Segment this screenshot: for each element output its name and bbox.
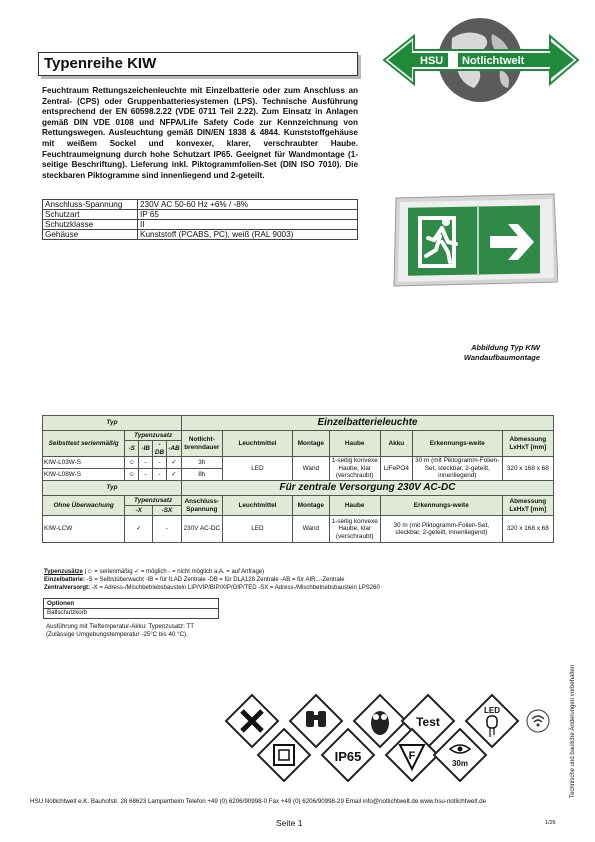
col-erkennung-zentral: Erkennungs-weite <box>380 496 502 516</box>
page-title-box <box>38 52 358 76</box>
spec-row <box>43 220 358 230</box>
legal-note-text: Technische und bauliche Änderungen vorbehalten <box>570 664 576 798</box>
legend-text: -X = Adress-/Mischbetriebsbaustein LIP/VIP/BIP/XIP/GIP/TED -SX = Adress-/Mischbetriebsbaustein LPS260 <box>91 584 380 591</box>
logo-text-left: HSU <box>420 55 444 67</box>
page-label: Seite 1 <box>276 818 303 828</box>
led-label: LED <box>484 706 500 715</box>
legend-label: Einzelbatterie: <box>44 576 86 583</box>
option-item: Ballschutzkorb <box>43 609 219 619</box>
row-erkennung: 30 m (mit Piktogramm-Folien-Set, steckbar, 2-geteilt, innenliegend) <box>412 457 502 481</box>
row-ib: - <box>139 469 153 481</box>
row-dauer: 3h <box>181 457 222 469</box>
page-title: Typenreihe KIW <box>44 55 157 72</box>
spec-row <box>43 200 358 210</box>
col-selbsttest: Selbsttest serienmäßig <box>43 431 125 457</box>
col-typenzusatz-zentral: Typenzusatz <box>125 496 182 506</box>
spec-row <box>43 210 358 220</box>
row-abmessung: 320 x 168 x 68 <box>502 516 553 543</box>
page-number: 1/26 <box>545 820 556 826</box>
row-typ: KIW-L03W-S <box>43 457 125 469</box>
owl-icon <box>371 711 389 735</box>
row-ib: - <box>139 457 153 469</box>
row-akku: LiFePO4 <box>380 457 412 481</box>
wireless-icon <box>527 710 549 732</box>
sub-ab: -AB <box>166 441 181 457</box>
spec-key: Schutzart <box>43 210 138 220</box>
col-abmessung-zentral: Abmessung LxHxT [mm] <box>502 496 553 516</box>
distance-label: 30m <box>451 759 469 768</box>
sub-x: -X <box>125 506 153 516</box>
section-zentral-title: Für zentrale Versorgung 230V AC-DC <box>181 481 553 496</box>
sub-sx: -SX <box>153 506 182 516</box>
row-erkennung: 30 m (mit Piktogramm-Folien-Set, steckbar, 2-geteilt, innenliegend) <box>380 516 502 543</box>
legend-text: -S = Selbstüberwacht -IB = für ILAD Zentrale -DB = für DLA128 Zentrale -AB = für AIR...-Zentrale <box>86 576 345 583</box>
row-leuchtmittel: LED <box>222 457 293 481</box>
footer-address: HSU Notlichtwelt e.K. Bauhofstr. 28 68623 Lampertheim Telefon +49 (0) 6206/90998-0 Fax +49 (0) 6206/90998-29 Email info@notlichtwelt.de www.hsu-notlichtwelt.de <box>30 798 487 805</box>
product-image <box>392 190 558 290</box>
spec-row <box>43 230 358 240</box>
legal-note <box>563 630 579 800</box>
col-leuchtmittel-zentral: Leuchtmittel <box>222 496 293 516</box>
col-haube: Haube <box>329 431 380 457</box>
caption-line1: Abbildung Typ KIW <box>471 343 540 352</box>
caption-line2: Wandaufbaumontage <box>463 352 540 362</box>
exit-sign-luminaire <box>392 190 558 290</box>
options-header: Optionen <box>43 598 219 609</box>
row-db: - <box>153 457 167 469</box>
image-caption <box>400 343 540 362</box>
row-db: - <box>153 469 167 481</box>
col-montage: Montage <box>293 431 329 457</box>
row-ab: ✓ <box>166 469 181 481</box>
option-item-tt <box>43 619 219 638</box>
row-haube: 1-seitig konvexe Haube, klar (verschraubt) <box>329 457 380 481</box>
legend-label: Zentralversorgt: <box>44 584 91 591</box>
col-haube-zentral: Haube <box>329 496 380 516</box>
options-box <box>43 598 219 638</box>
col-anschluss: Anschluss-Spannung <box>181 496 222 516</box>
row-anschluss: 230V AC-DC <box>181 516 222 543</box>
row-s: ☺ <box>125 469 139 481</box>
option-tt-line2: (Zulässige Umgebungstemperatur -25°C bis 40 °C). <box>46 630 188 638</box>
legend-label: Typenzusätze <box>44 569 83 575</box>
col-leuchtmittel: Leuchtmittel <box>222 431 293 457</box>
row-montage: Wand <box>293 457 329 481</box>
spec-value: 230V AC 50-60 Hz +6% / -8% <box>138 200 358 210</box>
typ-header-zentral: Typ <box>43 481 182 496</box>
test-icon: Test <box>416 715 440 729</box>
legend-line <box>44 577 564 585</box>
spec-value: IP 65 <box>138 210 358 220</box>
product-table <box>42 415 554 543</box>
spec-table <box>42 199 358 240</box>
typ-header: Typ <box>43 416 182 431</box>
sub-ib: -IB <box>139 441 153 457</box>
row-abmessung: 320 x 168 x 68 <box>502 457 553 481</box>
company-logo <box>380 14 580 114</box>
sub-s: -S <box>125 441 139 457</box>
row-ab: ✓ <box>166 457 181 469</box>
legend-text: (☺ = serienmäßig ✓ = möglich - = nicht möglich a.A. = auf Anfrage) <box>84 569 265 575</box>
row-typ: KIW-L08W-S <box>43 469 125 481</box>
spec-key: Schutzklasse <box>43 220 138 230</box>
row-x: ✓ <box>125 516 153 543</box>
row-leuchtmittel: LED <box>222 516 293 543</box>
intro-text: Feuchtraum Rettungszeichenleuchte mit Einzelbatterie oder zum Anschluss an Zentral- (CPS) oder Gruppenbatteriesystemen (LPS). Technische Ausführung entsprechend der EN 60598.2.22 (VDE 0711 Teil 2.22). Zum Einsatz in Anlagen gemäß DIN VDE 0108 und NFPA/Life Safety Code zur Kennzeichnung von Rettungswegen. Ausleuchtung gemäß DIN/EN 1838 & 4844. Kunststoffgehäuse mit weißem Sockel und konvexer, klarer, verschraubter Haube. Feuchtraumeignung durch hohe Schutzart IP65. Geeignet für Wandmontage (1-seitige Beschriftung). Lieferung inkl. Piktogrammfolien-Set (DIN ISO 7010). Die steckbaren Piktogramme sind innenliegend und 2-geteilt. <box>42 86 358 180</box>
ip65-icon: IP65 <box>334 749 362 764</box>
col-abmessung: Abmessung LxHxT [mm] <box>502 431 553 457</box>
col-notlicht: Notlicht-brenndauer <box>181 431 222 457</box>
section-einzel-title: Einzelbatterieleuchte <box>181 416 553 431</box>
row-dauer: 8h <box>181 469 222 481</box>
row-haube: 1-seitig konvexe Haube, klar (verschraubt) <box>329 516 380 543</box>
logo-text-right: Notlichtwelt <box>462 55 525 67</box>
table-legend <box>44 569 564 592</box>
row-sx: - <box>153 516 182 543</box>
spec-key: Gehäuse <box>43 230 138 240</box>
logo-graphic <box>380 14 580 114</box>
legend-line <box>44 585 564 593</box>
col-erkennung: Erkennungs-weite <box>412 431 502 457</box>
spec-key: Anschluss-Spannung <box>43 200 138 210</box>
sub-db: -DB <box>153 441 167 457</box>
row-typ: KIW-LCW <box>43 516 125 543</box>
col-typenzusatz: Typenzusatz <box>125 431 182 441</box>
spec-value: Kunststoff (PCABS, PC), weiß (RAL 9003) <box>138 230 358 240</box>
option-tt-line1: Ausführung mit Tieftemperatur-Akku: Typenzusatz: TT <box>46 623 194 630</box>
col-montage-zentral: Montage <box>293 496 329 516</box>
row-montage: Wand <box>293 516 329 543</box>
col-ohne: Ohne Überwachung <box>43 496 125 516</box>
table-row <box>43 457 554 469</box>
f-mark-label: F <box>408 750 416 762</box>
row-s: ☺ <box>125 457 139 469</box>
spec-value: II <box>138 220 358 230</box>
legend-line <box>44 569 564 577</box>
col-akku: Akku <box>380 431 412 457</box>
feature-icons <box>200 675 560 795</box>
table-row <box>43 516 554 543</box>
